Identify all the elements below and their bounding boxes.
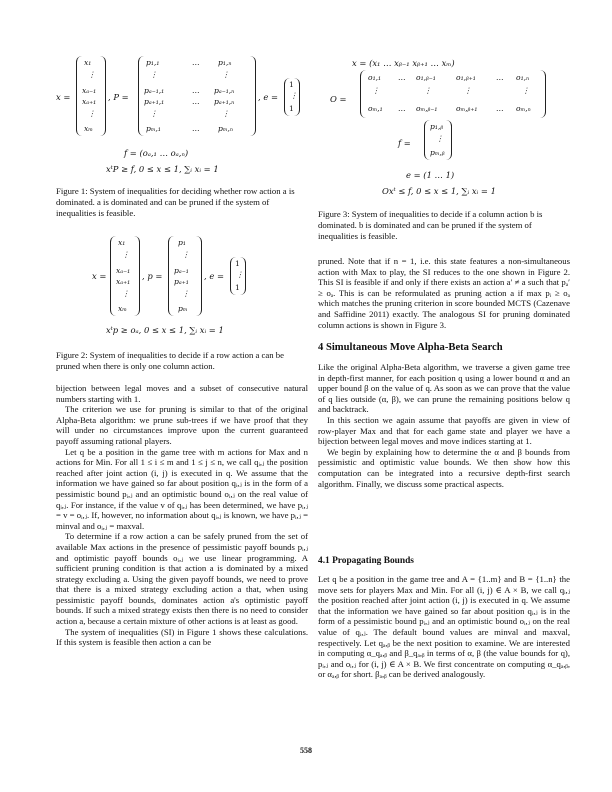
fig1-constraint: xᵗP ≥ f, 0 ≤ x ≤ 1, ∑ᵢ xᵢ = 1	[106, 164, 219, 174]
fig3-caption: Figure 3: System of inequalities to decide if a column action b is dominated. b is dominated and can be pruned if the system of inequalities is feasible.	[318, 209, 543, 241]
fig3-x-line: x = (x₁ … xᵦ₋₁ xᵦ₊₁ … xₘ)	[352, 58, 455, 68]
fig1-caption: Figure 1: System of inequalities for deciding whether row action a is dominated. a is dominated and can be pruned if the system of inequalities is feasible.	[56, 186, 295, 218]
section-4-title: 4 Simultaneous Move Alpha-Beta Search	[318, 342, 503, 353]
left-paragraph-5: The system of inequalities (SI) in Figure 1 shows these calculations. If this system is feasible then action a can be	[56, 626, 308, 648]
left-paragraph-2: The criterion we use for pruning is similar to that of the original Alpha-Beta algorithm: we prune sub-trees if we have proof that they will under no circumstances improve upon the current guaranteed payoff assuming rational players.	[56, 404, 308, 446]
fig3-constraint: Oxᵗ ≤ f, 0 ≤ x ≤ 1, ∑ᵢ xᵢ = 1	[382, 186, 496, 196]
section-4-1-title: 4.1 Propagating Bounds	[318, 556, 414, 566]
right-body-top: pruned. Note that if n = 1, i.e. this state features a non-simultaneous action with Max to play, the SI reduces to the one shown in Figure 2. This SI is feasible if and only if there exists an action a′ ≠ a such that pₐ′ ≥ oₐ. This is can be reformulated as pruning action a if max pᵢ ≥ oₐ which matches the pruning criterion in score bounded MCTS (Cazenave and Saffidine 2011) exactly. The analogous SI for pruning dominated column actions is shown in Figure 3.	[318, 256, 570, 330]
left-body-text	[56, 383, 308, 648]
left-paragraph-1: bijection between legal moves and a subset of consecutive natural numbers starting with 1.	[56, 383, 308, 404]
page-number: 558	[300, 746, 312, 755]
left-paragraph-3: Let q be a position in the game tree with m actions for Max and n actions for Min. For all 1 ≤ i ≤ m and 1 ≤ j ≤ n, we call qᵢ,ⱼ the position reached after joint action (i, j) is executed in q. We assume that the information we have gained so far about position qᵢ,ⱼ is in the form of a pessimistic bound pᵢ,ⱼ and an optimistic bound oᵢ,ⱼ on the real value of qᵢ,ⱼ. For instance, if the value v of qᵢ,ⱼ has been determined, we have pᵢ,ⱼ = v = oᵢ,ⱼ. If, however, no information about qᵢ,ⱼ is known, we have pᵢ,ⱼ = minval and oᵢ,ⱼ = maxval.	[56, 446, 308, 531]
fig1-p-label: , P =	[108, 92, 129, 102]
fig3-f-vector: p₁,ᵦ ⋮ pₘ,ᵦ	[424, 120, 452, 160]
fig1-x-label: x =	[56, 92, 71, 102]
fig3-o-matrix: o₁,₁ … o₁,ᵦ₋₁ o₁,ᵦ₊₁ … o₁,ₙ ⋮ ⋮ ⋮ ⋮ oₘ,₁ … oₘ,ᵦ₋₁ oₘ,ᵦ₊₁ … oₘ,ₙ	[360, 70, 546, 118]
fig1-x-vector: x₁ ⋮ xₐ₋₁ xₐ₊₁ ⋮ xₘ	[76, 56, 106, 136]
fig2-x-label: x =	[92, 271, 107, 281]
fig1-f-line: f = (oₐ,₁ … oₐ,ₙ)	[124, 148, 189, 158]
left-paragraph-4: To determine if a row action a can be safely pruned from the set of available Max actions in the presence of pessimistic payoff bounds pᵢ,ⱼ and optimistic payoff bounds oᵢ,ⱼ we use linear programming. A sufficient pruning condition is that action a is dominated by a mixed strategy excluding a. Using the given payoff bounds, we need to prove that there is a mixed strategy excluding action a that, when using pessimistic payoff bounds, dominates action a's optimistic payoff bounds. If such a mixed strategy exists then there is no need to consider action a, because a certain mixture of other actions is at least as good.	[56, 531, 308, 627]
fig1-e-vector: 1 ⋮ 1	[284, 78, 300, 116]
section-4-paragraph-3: We begin by explaining how to determine the α and β bounds from pessimistic and optimistic value bounds. We then show how this computation can be integrated into a recursive depth-first search algorithm. Finally, we discuss some practical aspects.	[318, 446, 570, 489]
section-4-paragraph-1: Like the original Alpha-Beta algorithm, we traverse a given game tree in depth-first manner, for each position q using a lower bound α and an upper bound β on the value of q. As soon as we can prove that the value of q lies outside (α, β), we can prune the remaining positions below q and backtrack.	[318, 362, 570, 415]
fig1-e-label: , e =	[258, 92, 278, 102]
section-4-body	[318, 362, 570, 489]
fig3-e-line: e = (1 … 1)	[406, 170, 455, 180]
fig2-x-vector: x₁ ⋮ xₐ₋₁ xₐ₊₁ ⋮ xₘ	[110, 236, 140, 316]
fig3-o-label: O =	[330, 94, 347, 104]
fig1-p-matrix: p₁,₁ … p₁,ₙ ⋮ ⋮ pₐ₋₁,₁ … pₐ₋₁,ₙ pₐ₊₁,₁ … pₐ₊₁,ₙ ⋮ ⋮ pₘ,₁ … pₘ,ₙ	[138, 56, 256, 136]
section-4-1-paragraph: Let q be a position in the game tree and A = {1..m} and B = {1..n} the move sets for players Max and Min. For all (i, j) ∈ A × B, we call qᵢ,ⱼ the position reached after joint action (i, j) is executed in q. We assume that the information we have gained so far about position qᵢ,ⱼ is in the form of a pessimistic bound pᵢ,ⱼ and an optimistic bound oᵢ,ⱼ on the real value of qᵢ,ⱼ. The default bound values are minval and maxval, respectively. Let qₐ,ᵦ be the next position to examine. We are interested in computing α_qₐ,ᵦ and β_qₐ,ᵦ in terms of α, β (the value bounds for q), pᵢ,ⱼ and oᵢ,ⱼ for (i, j) ∈ A × B. We first concentrate on computing α_qₐ,ᵦ, or αₐ,ᵦ for short. βₐ,ᵦ can be derived analogously.	[318, 574, 570, 680]
fig2-e-vector: 1 ⋮ 1	[230, 257, 246, 295]
fig2-e-label: , e =	[204, 271, 224, 281]
fig2-constraint: xᵗp ≥ oₐ, 0 ≤ x ≤ 1, ∑ᵢ xᵢ = 1	[106, 325, 224, 335]
fig2-p-label: , p =	[142, 271, 163, 281]
section-4-paragraph-2: In this section we again assume that payoffs are given in view of row-player Max and that for each game state and player we have a bijection between legal moves and move indices starting at 1.	[318, 414, 570, 447]
section-4-1-body	[318, 574, 570, 680]
fig2-caption: Figure 2: System of inequalities to decide if a row action a can be pruned when there is only one column action.	[56, 350, 284, 371]
fig2-p-vector: p₁ ⋮ pₐ₋₁ pₐ₊₁ ⋮ pₘ	[168, 236, 202, 316]
fig3-f-label: f =	[398, 138, 411, 148]
